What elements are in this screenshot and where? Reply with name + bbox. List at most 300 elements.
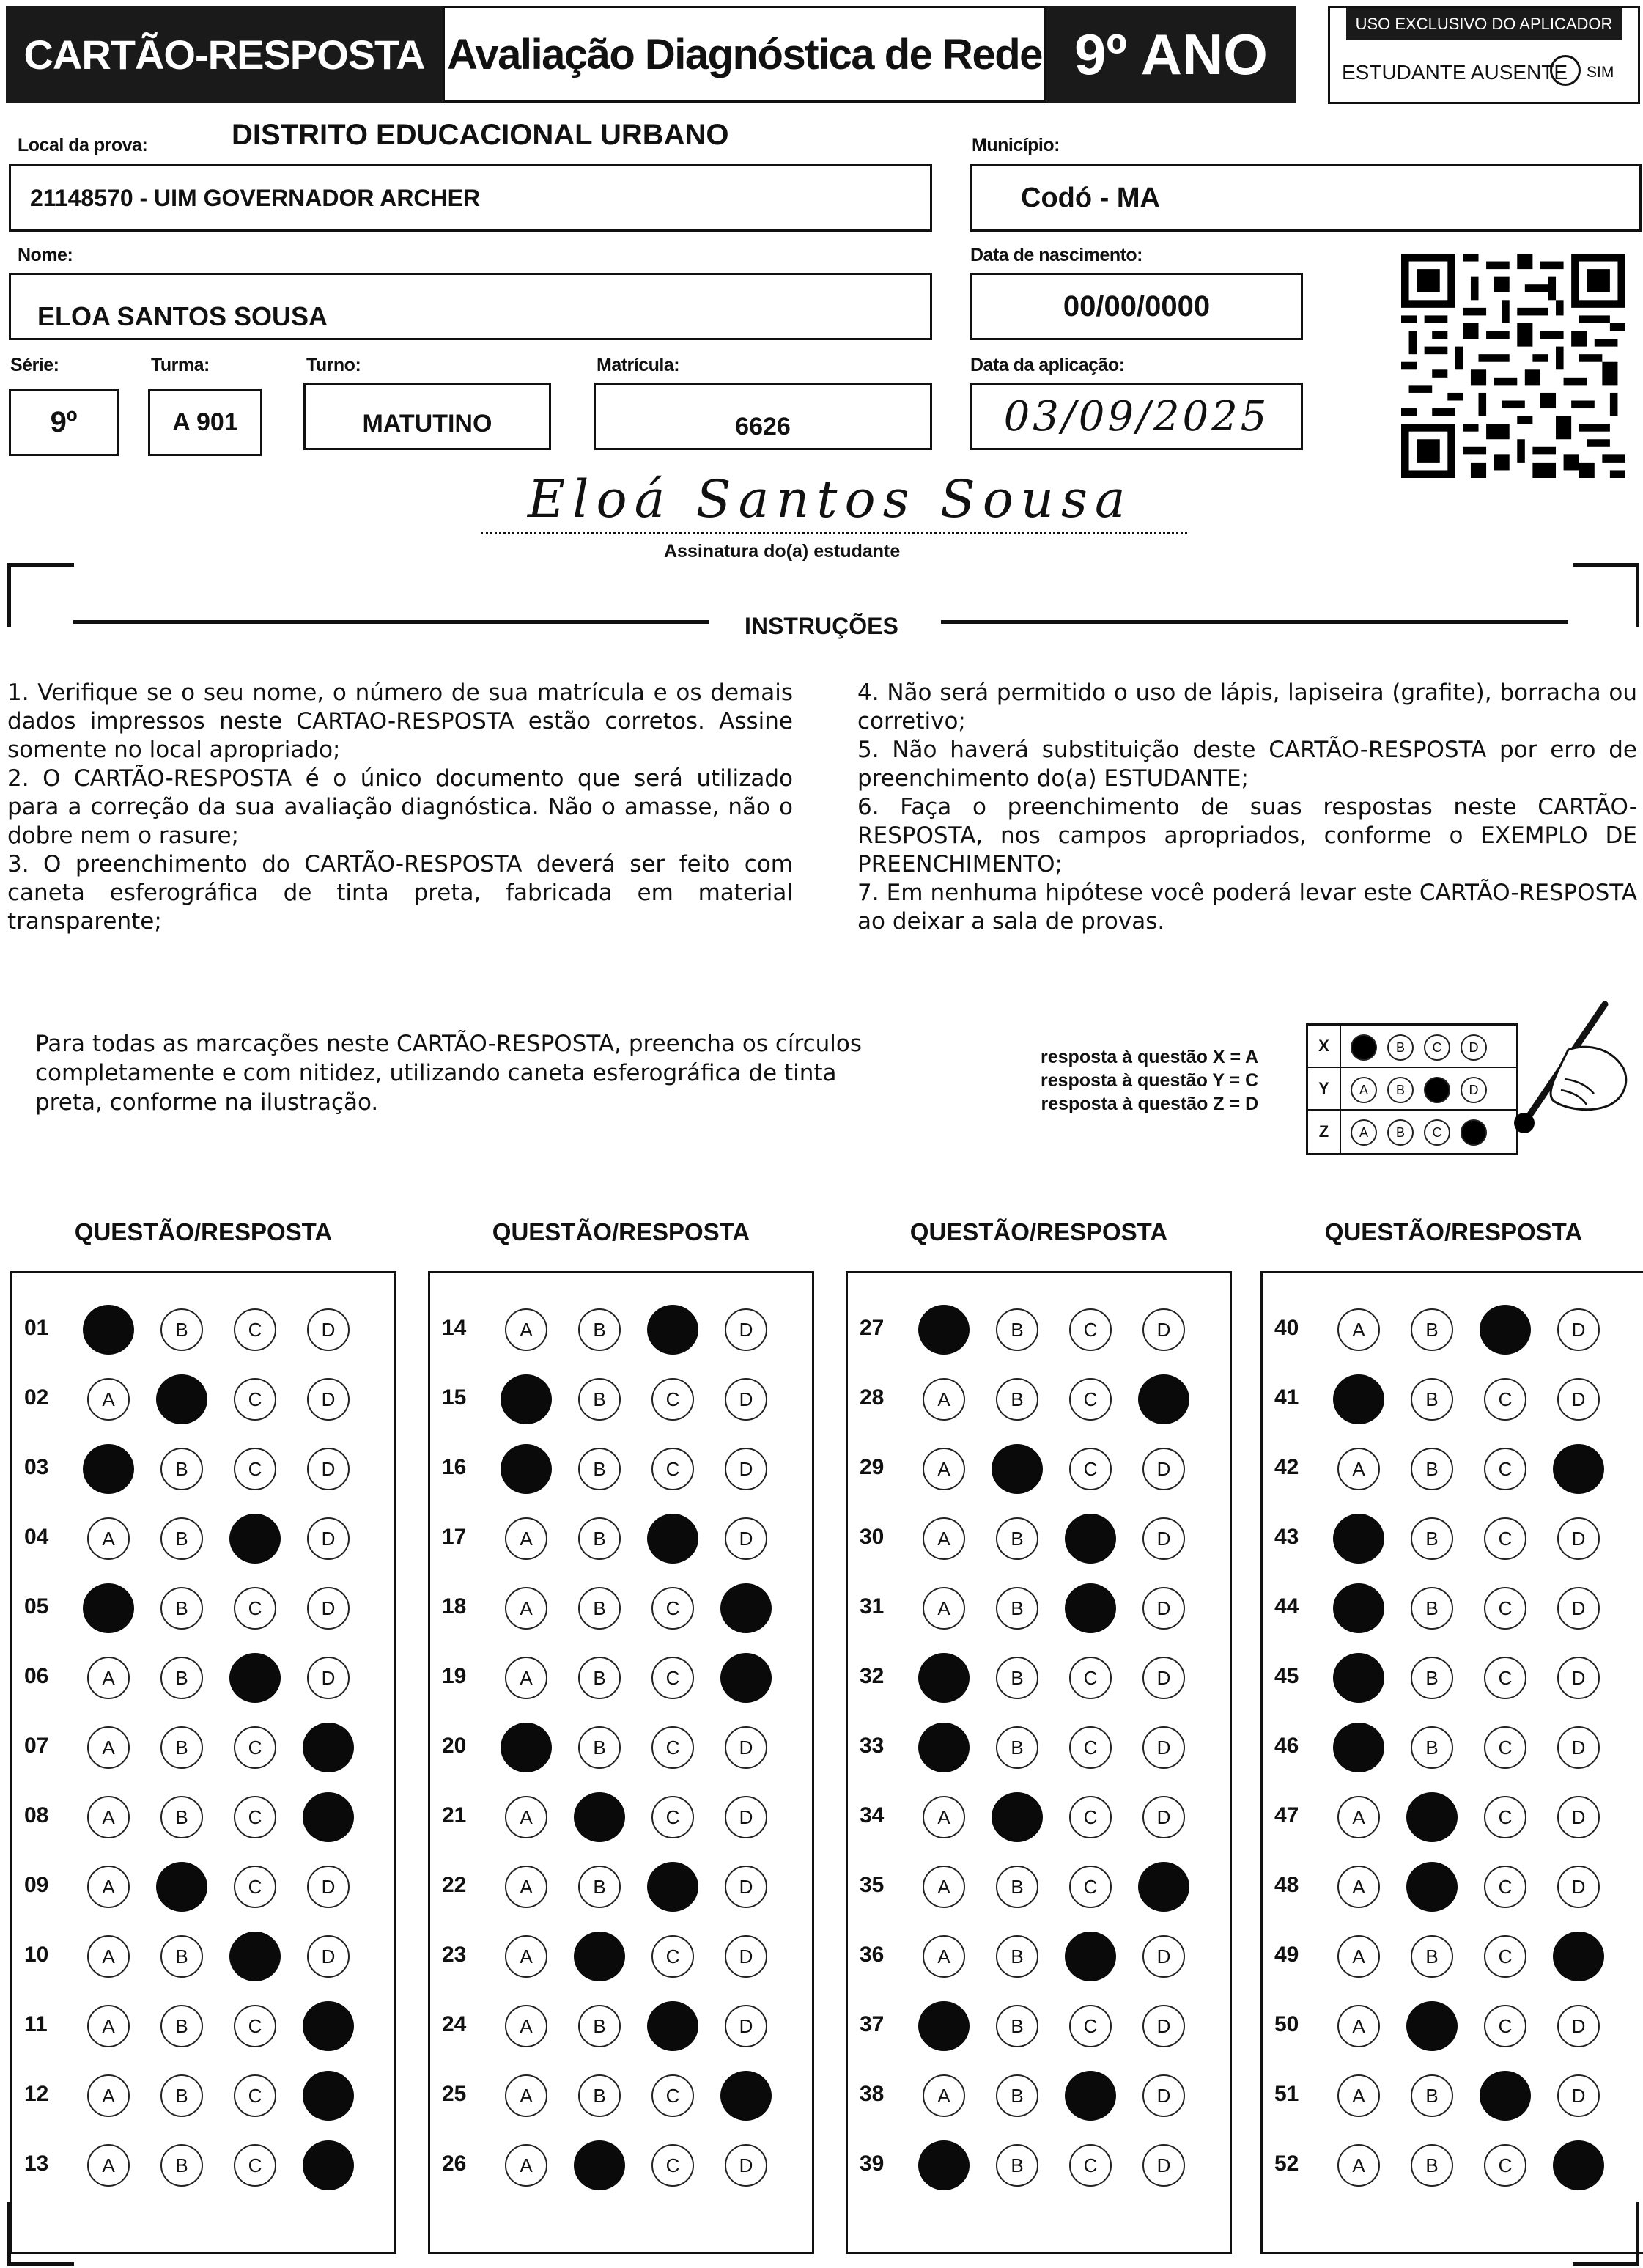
answer-bubble-d[interactable]: D	[1142, 1657, 1185, 1699]
answer-bubble-c[interactable]: C	[651, 1935, 694, 1978]
answer-bubble-a[interactable]: A	[505, 2005, 547, 2047]
question-number: 46	[1274, 1734, 1299, 1758]
applicator-header: USO EXCLUSIVO DO APLICADOR	[1346, 8, 1622, 40]
answer-bubble-c[interactable]: C	[1069, 1726, 1112, 1769]
answer-bubble-a[interactable]: A	[87, 1796, 130, 1838]
answer-bubble-b[interactable]: B	[996, 1308, 1038, 1351]
answer-bubble-a[interactable]: A	[923, 1866, 965, 1908]
answer-bubble-a[interactable]: A	[505, 2074, 547, 2117]
answer-bubble-d[interactable]: D	[1142, 2144, 1185, 2187]
question-number: 27	[860, 1316, 885, 1340]
applicator-box	[1328, 6, 1640, 104]
answer-bubble-c[interactable]: C	[1484, 1726, 1526, 1769]
answer-bubble-c[interactable]	[1480, 1305, 1531, 1355]
answer-bubble-a[interactable]	[1333, 1514, 1384, 1564]
exam-title-text: Avaliação Diagnóstica de Rede	[447, 30, 1042, 78]
exam-title	[443, 6, 1046, 103]
answer-bubble-b[interactable]: B	[1411, 2074, 1453, 2117]
question-number: 42	[1274, 1455, 1299, 1479]
answer-bubble-c[interactable]	[229, 1932, 281, 1981]
answer-bubble-b[interactable]: B	[578, 1587, 621, 1630]
answer-bubble-d[interactable]: D	[1142, 1935, 1185, 1978]
answer-bubble-a[interactable]: A	[1337, 1935, 1380, 1978]
answer-bubble-b[interactable]	[574, 1792, 625, 1842]
example-bubble-a: A	[1351, 1077, 1377, 1103]
qr-code	[1401, 254, 1625, 478]
answer-bubble-b[interactable]: B	[160, 1308, 203, 1351]
matricula-value: 6626	[735, 412, 791, 441]
answer-bubble-c[interactable]: C	[1484, 1517, 1526, 1560]
aplicacao-label: Data da aplicação:	[970, 355, 1125, 375]
answer-bubble-a[interactable]: A	[923, 1378, 965, 1421]
answer-bubble-a[interactable]: A	[1337, 1866, 1380, 1908]
answer-bubble-b[interactable]: B	[996, 2005, 1038, 2047]
answer-bubble-a[interactable]	[83, 1583, 134, 1633]
answer-bubble-c[interactable]: C	[234, 1796, 276, 1838]
question-number: 14	[442, 1316, 467, 1340]
answer-bubble-a[interactable]	[918, 2140, 970, 2190]
answer-bubble-d[interactable]: D	[1142, 1587, 1185, 1630]
answer-bubble-a[interactable]	[501, 1374, 552, 1424]
answer-row	[12, 1587, 394, 1631]
answer-bubble-d[interactable]	[1138, 1862, 1189, 1912]
answer-row	[430, 1726, 812, 1770]
answer-bubble-a[interactable]: A	[505, 1308, 547, 1351]
answer-bubble-c[interactable]: C	[651, 1657, 694, 1699]
answer-bubble-d[interactable]: D	[1142, 1517, 1185, 1560]
answer-bubble-d[interactable]	[720, 2071, 772, 2121]
answer-bubble-d[interactable]: D	[307, 1935, 350, 1978]
answer-bubble-b[interactable]: B	[578, 1866, 621, 1908]
instruction-6: 6. Faça o preenchimento de suas respostas neste CARTÃO-RESPOSTA, nos campos apropriados, conforme o EXEMPLO DE PREENCHIMENTO;	[857, 794, 1637, 877]
answer-bubble-a[interactable]	[1333, 1583, 1384, 1633]
answer-bubble-a[interactable]: A	[1337, 2005, 1380, 2047]
answer-row	[12, 1935, 394, 1979]
answer-bubble-d[interactable]: D	[1142, 1448, 1185, 1490]
answer-bubble-b[interactable]	[156, 1374, 207, 1424]
answer-bubble-b[interactable]: B	[160, 2005, 203, 2047]
answer-bubble-c[interactable]: C	[651, 1448, 694, 1490]
matricula-field	[594, 383, 932, 450]
answer-bubble-b[interactable]: B	[578, 1378, 621, 1421]
answer-bubble-b[interactable]	[992, 1444, 1043, 1494]
answer-row	[848, 2074, 1230, 2118]
answer-bubble-b[interactable]: B	[160, 1587, 203, 1630]
answer-bubble-a[interactable]	[1333, 1653, 1384, 1703]
answer-bubble-d[interactable]: D	[1142, 2005, 1185, 2047]
question-number: 48	[1274, 1873, 1299, 1897]
answer-bubble-d[interactable]	[303, 2071, 354, 2121]
question-number: 35	[860, 1873, 885, 1897]
answer-bubble-b[interactable]: B	[160, 1657, 203, 1699]
municipio-label: Município:	[972, 135, 1060, 155]
example-bubble-c: C	[1424, 1034, 1450, 1061]
answer-bubble-b[interactable]: B	[160, 2144, 203, 2187]
answer-bubble-a[interactable]: A	[505, 1866, 547, 1908]
answer-bubble-b[interactable]: B	[1411, 1378, 1453, 1421]
answer-bubble-b[interactable]: B	[996, 1866, 1038, 1908]
answers-title-2: QUESTÃO/RESPOSTA	[492, 1218, 750, 1245]
answer-bubble-b[interactable]	[574, 2140, 625, 2190]
answer-bubble-a[interactable]: A	[923, 1935, 965, 1978]
answer-bubble-a[interactable]	[918, 2001, 970, 2051]
answer-bubble-b[interactable]	[992, 1792, 1043, 1842]
answer-bubble-a[interactable]: A	[87, 1935, 130, 1978]
answer-bubble-d[interactable]: D	[725, 1308, 767, 1351]
answer-bubble-d[interactable]: D	[1557, 1517, 1600, 1560]
answer-bubble-d[interactable]: D	[1557, 1378, 1600, 1421]
answer-bubble-b[interactable]: B	[1411, 1308, 1453, 1351]
answer-bubble-a[interactable]: A	[87, 2005, 130, 2047]
answer-bubble-d[interactable]: D	[1142, 1726, 1185, 1769]
answer-bubble-c[interactable]: C	[1069, 1308, 1112, 1351]
answer-bubble-c[interactable]: C	[1069, 1866, 1112, 1908]
answer-bubble-c[interactable]	[647, 1514, 698, 1564]
answer-bubble-b[interactable]: B	[1411, 1448, 1453, 1490]
answer-bubble-a[interactable]: A	[923, 1448, 965, 1490]
answer-bubble-b[interactable]: B	[578, 1517, 621, 1560]
example-bubble-b: B	[1387, 1034, 1414, 1061]
answer-bubble-c[interactable]: C	[1484, 1796, 1526, 1838]
example-bubble-c	[1424, 1077, 1450, 1103]
question-number: 03	[24, 1455, 49, 1479]
answer-bubble-b[interactable]: B	[578, 1657, 621, 1699]
answer-row	[848, 1448, 1230, 1492]
answer-bubble-a[interactable]: A	[923, 1587, 965, 1630]
answer-row	[12, 1378, 394, 1422]
answer-bubble-b[interactable]	[1406, 1792, 1458, 1842]
answer-bubble-c[interactable]: C	[1484, 1935, 1526, 1978]
answer-bubble-c[interactable]: C	[651, 1587, 694, 1630]
question-number: 02	[24, 1385, 49, 1410]
answer-bubble-c[interactable]	[1065, 1583, 1116, 1633]
answer-bubble-b[interactable]: B	[160, 2074, 203, 2117]
answer-bubble-c[interactable]: C	[1069, 1657, 1112, 1699]
answer-bubble-b[interactable]: B	[1411, 1726, 1453, 1769]
answer-bubble-b[interactable]: B	[1411, 1935, 1453, 1978]
example-row-label: Z	[1308, 1111, 1341, 1153]
answer-bubble-a[interactable]: A	[87, 1378, 130, 1421]
answer-bubble-d[interactable]: D	[725, 1726, 767, 1769]
question-number: 04	[24, 1525, 49, 1549]
answer-bubble-d[interactable]	[303, 2140, 354, 2190]
answer-bubble-a[interactable]: A	[505, 2144, 547, 2187]
absent-checkbox[interactable]	[1550, 55, 1581, 86]
answer-bubble-d[interactable]: D	[725, 1378, 767, 1421]
answer-bubble-d[interactable]: D	[307, 1657, 350, 1699]
aplicacao-value: 03/09/2025	[1003, 392, 1270, 441]
answer-column-3	[846, 1271, 1232, 2254]
answer-bubble-b[interactable]: B	[1411, 1657, 1453, 1699]
answer-bubble-d[interactable]: D	[1142, 1796, 1185, 1838]
example-row	[1308, 1068, 1516, 1111]
answer-bubble-b[interactable]: B	[160, 1448, 203, 1490]
example-bubble-d: D	[1461, 1077, 1487, 1103]
grade-badge	[1046, 6, 1296, 103]
answer-bubble-c[interactable]: C	[651, 2144, 694, 2187]
answer-bubble-c[interactable]	[229, 1514, 281, 1564]
answer-row	[430, 2074, 812, 2118]
answer-row	[848, 1726, 1230, 1770]
answer-bubble-a[interactable]	[83, 1444, 134, 1494]
answer-bubble-b[interactable]: B	[160, 1726, 203, 1769]
answer-bubble-b[interactable]: B	[996, 1657, 1038, 1699]
answer-bubble-d[interactable]: D	[725, 2005, 767, 2047]
answer-bubble-a[interactable]: A	[1337, 1448, 1380, 1490]
question-number: 50	[1274, 2012, 1299, 2036]
example-bubble-d: D	[1461, 1034, 1487, 1061]
answer-bubble-a[interactable]	[918, 1723, 970, 1772]
answer-bubble-a[interactable]: A	[505, 1657, 547, 1699]
answer-bubble-c[interactable]	[647, 1305, 698, 1355]
legend-x: resposta à questão X = A	[1041, 1047, 1259, 1067]
answer-bubble-c[interactable]: C	[651, 1796, 694, 1838]
answer-row	[12, 1726, 394, 1770]
answer-bubble-c[interactable]: C	[1484, 1657, 1526, 1699]
answer-bubble-d[interactable]	[303, 1792, 354, 1842]
answer-bubble-c[interactable]	[1480, 2071, 1531, 2121]
answer-bubble-d[interactable]: D	[307, 1587, 350, 1630]
answer-bubble-c[interactable]: C	[234, 1587, 276, 1630]
answer-bubble-b[interactable]: B	[1411, 1587, 1453, 1630]
answer-bubble-d[interactable]: D	[1142, 2074, 1185, 2117]
answer-row	[430, 2005, 812, 2049]
answer-bubble-c[interactable]: C	[234, 1378, 276, 1421]
question-number: 08	[24, 1803, 49, 1827]
answer-bubble-c[interactable]: C	[1069, 1378, 1112, 1421]
answer-bubble-a[interactable]: A	[87, 2144, 130, 2187]
answer-bubble-b[interactable]: B	[578, 2005, 621, 2047]
answer-bubble-b[interactable]: B	[578, 1448, 621, 1490]
answer-row	[1263, 1935, 1643, 1979]
answer-row	[848, 2144, 1230, 2188]
answer-bubble-a[interactable]	[1333, 1374, 1384, 1424]
answer-row	[1263, 1308, 1643, 1352]
answer-row	[1263, 2074, 1643, 2118]
answer-bubble-c[interactable]: C	[234, 1448, 276, 1490]
answer-bubble-c[interactable]: C	[651, 2074, 694, 2117]
answer-row	[12, 1866, 394, 1910]
answer-bubble-a[interactable]: A	[87, 1726, 130, 1769]
answer-bubble-d[interactable]	[303, 2001, 354, 2051]
answer-bubble-b[interactable]: B	[996, 1378, 1038, 1421]
question-number: 38	[860, 2082, 885, 2106]
answer-bubble-a[interactable]: A	[505, 1935, 547, 1978]
answer-bubble-d[interactable]: D	[1557, 1587, 1600, 1630]
answer-bubble-c[interactable]: C	[234, 1866, 276, 1908]
answer-bubble-b[interactable]: B	[996, 1587, 1038, 1630]
instructions-right	[857, 679, 1637, 936]
question-number: 11	[24, 2012, 48, 2036]
answer-bubble-d[interactable]: D	[725, 1796, 767, 1838]
answer-column-4	[1260, 1271, 1643, 2254]
answer-bubble-c[interactable]	[647, 2001, 698, 2051]
answer-bubble-c[interactable]: C	[1069, 1796, 1112, 1838]
answer-bubble-d[interactable]	[1553, 1932, 1604, 1981]
answer-bubble-a[interactable]	[918, 1653, 970, 1703]
legend-z: resposta à questão Z = D	[1041, 1094, 1259, 1114]
answer-bubble-d[interactable]: D	[1557, 2005, 1600, 2047]
grade-badge-text: 9º ANO	[1074, 21, 1268, 86]
answer-bubble-a[interactable]	[1333, 1723, 1384, 1772]
answer-bubble-a[interactable]: A	[923, 1517, 965, 1560]
question-number: 01	[24, 1316, 49, 1340]
answer-bubble-a[interactable]: A	[87, 1517, 130, 1560]
answer-bubble-a[interactable]: A	[505, 1517, 547, 1560]
answer-bubble-d[interactable]	[1138, 1374, 1189, 1424]
answer-bubble-b[interactable]	[156, 1862, 207, 1912]
answer-bubble-a[interactable]: A	[87, 1866, 130, 1908]
answer-bubble-a[interactable]: A	[87, 2074, 130, 2117]
answer-row	[1263, 2005, 1643, 2049]
answer-bubble-d[interactable]: D	[307, 1308, 350, 1351]
answer-bubble-d[interactable]: D	[1557, 1657, 1600, 1699]
answer-bubble-c[interactable]	[647, 1862, 698, 1912]
example-bubble-a	[1351, 1034, 1377, 1061]
answer-bubble-c[interactable]: C	[651, 1378, 694, 1421]
turma-value: A 901	[172, 408, 238, 436]
answer-bubble-d[interactable]: D	[1557, 1308, 1600, 1351]
answer-bubble-a[interactable]: A	[1337, 1796, 1380, 1838]
question-number: 05	[24, 1594, 49, 1619]
answer-bubble-b[interactable]	[1406, 1862, 1458, 1912]
answer-row	[1263, 1726, 1643, 1770]
answer-bubble-c[interactable]: C	[1484, 1448, 1526, 1490]
answer-row	[12, 1517, 394, 1561]
nascimento-field	[970, 273, 1303, 340]
serie-label: Série:	[10, 355, 59, 375]
answer-bubble-c[interactable]: C	[234, 1726, 276, 1769]
answer-bubble-c[interactable]: C	[1484, 1866, 1526, 1908]
instruction-7: 7. Em nenhuma hipótese você poderá levar este CARTÃO-RESPOSTA ao deixar a sala de provas.	[857, 880, 1637, 935]
answer-row	[430, 1448, 812, 1492]
answer-bubble-d[interactable]: D	[1557, 1866, 1600, 1908]
answer-bubble-a[interactable]: A	[923, 1796, 965, 1838]
answer-bubble-c[interactable]	[1065, 1514, 1116, 1564]
answer-bubble-a[interactable]: A	[1337, 2074, 1380, 2117]
answer-bubble-a[interactable]: A	[1337, 1308, 1380, 1351]
answer-bubble-a[interactable]: A	[505, 1796, 547, 1838]
answer-row	[1263, 1796, 1643, 1840]
answer-bubble-b[interactable]: B	[996, 1935, 1038, 1978]
answer-bubble-c[interactable]	[1065, 2071, 1116, 2121]
answer-bubble-d[interactable]: D	[307, 1517, 350, 1560]
answer-bubble-d[interactable]	[303, 1723, 354, 1772]
answer-bubble-a[interactable]: A	[1337, 2144, 1380, 2187]
answer-bubble-b[interactable]: B	[996, 1517, 1038, 1560]
nome-field	[9, 273, 932, 340]
answer-bubble-b[interactable]: B	[578, 1308, 621, 1351]
answer-bubble-c[interactable]: C	[1484, 1378, 1526, 1421]
answer-bubble-d[interactable]	[720, 1583, 772, 1633]
answer-bubble-a[interactable]: A	[87, 1657, 130, 1699]
answer-bubble-a[interactable]: A	[505, 1587, 547, 1630]
answer-bubble-c[interactable]: C	[1069, 2144, 1112, 2187]
question-number: 07	[24, 1734, 49, 1758]
question-number: 16	[442, 1455, 467, 1479]
answer-bubble-b[interactable]	[1406, 2001, 1458, 2051]
answer-bubble-b[interactable]: B	[160, 1935, 203, 1978]
answer-bubble-c[interactable]: C	[234, 1308, 276, 1351]
answer-bubble-a[interactable]	[918, 1305, 970, 1355]
card-title	[6, 6, 443, 103]
answer-bubble-d[interactable]: D	[307, 1378, 350, 1421]
example-row-label: X	[1308, 1026, 1341, 1067]
answer-bubble-b[interactable]: B	[578, 1726, 621, 1769]
answer-bubble-a[interactable]	[501, 1444, 552, 1494]
answer-bubble-c[interactable]: C	[234, 2144, 276, 2187]
answer-bubble-b[interactable]	[574, 1932, 625, 1981]
answer-bubble-b[interactable]: B	[160, 1517, 203, 1560]
answer-bubble-d[interactable]	[1553, 1444, 1604, 1494]
answer-bubble-b[interactable]: B	[578, 2074, 621, 2117]
answer-bubble-c[interactable]: C	[1484, 2005, 1526, 2047]
answer-bubble-c[interactable]	[229, 1653, 281, 1703]
example-text: Para todas as marcações neste CARTÃO-RESPOSTA, preencha os círculos completamente e com nitidez, utilizando caneta esferográfica de tinta preta, conforme na ilustração.	[35, 1031, 863, 1116]
answer-bubble-b[interactable]: B	[996, 1726, 1038, 1769]
answer-bubble-c[interactable]: C	[1069, 1448, 1112, 1490]
answer-bubble-d[interactable]: D	[1557, 1796, 1600, 1838]
answer-row	[430, 1517, 812, 1561]
instructions-rule-left	[73, 620, 709, 624]
question-number: 10	[24, 1943, 49, 1967]
absent-option-label: SIM	[1587, 64, 1614, 81]
instruction-1: 1. Verifique se o seu nome, o número de sua matrícula e os demais dados impressos neste CARTAO-RESPOSTA estão corretos. Assine somente no local apropriado;	[7, 680, 793, 763]
answer-bubble-d[interactable]	[1553, 2140, 1604, 2190]
answer-bubble-a[interactable]	[501, 1723, 552, 1772]
nascimento-label: Data de nascimento:	[970, 245, 1143, 265]
answer-bubble-d[interactable]: D	[725, 1866, 767, 1908]
example-row	[1308, 1026, 1516, 1068]
answer-bubble-b[interactable]: B	[996, 2144, 1038, 2187]
instruction-5: 5. Não haverá substituição deste CARTÃO-RESPOSTA por erro de preenchimento do(a) ESTUDANTE;	[857, 737, 1637, 792]
answer-bubble-c[interactable]: C	[234, 2074, 276, 2117]
answer-bubble-c[interactable]: C	[651, 1726, 694, 1769]
answer-bubble-b[interactable]: B	[1411, 2144, 1453, 2187]
municipio-field	[970, 164, 1642, 232]
answer-bubble-a[interactable]	[83, 1305, 134, 1355]
answer-bubble-d[interactable]: D	[1557, 1726, 1600, 1769]
answer-bubble-d[interactable]: D	[725, 2144, 767, 2187]
answer-row	[1263, 1866, 1643, 1910]
question-number: 51	[1274, 2082, 1299, 2106]
answer-bubble-d[interactable]: D	[1557, 2074, 1600, 2117]
answer-bubble-b[interactable]: B	[160, 1796, 203, 1838]
answer-bubble-d[interactable]: D	[725, 1935, 767, 1978]
answer-row	[848, 1517, 1230, 1561]
answer-bubble-d[interactable]: D	[307, 1866, 350, 1908]
answer-bubble-d[interactable]: D	[1142, 1308, 1185, 1351]
answer-bubble-c[interactable]	[1065, 1932, 1116, 1981]
answer-bubble-b[interactable]: B	[1411, 1517, 1453, 1560]
answer-bubble-c[interactable]: C	[234, 2005, 276, 2047]
legend-y: resposta à questão Y = C	[1041, 1070, 1259, 1091]
answer-bubble-c[interactable]: C	[1484, 2144, 1526, 2187]
turma-field	[148, 389, 262, 456]
answer-bubble-d[interactable]: D	[307, 1448, 350, 1490]
answer-bubble-a[interactable]: A	[923, 2074, 965, 2117]
answer-row	[430, 1796, 812, 1840]
answer-bubble-d[interactable]: D	[725, 1448, 767, 1490]
answer-bubble-d[interactable]	[720, 1653, 772, 1703]
answer-bubble-c[interactable]: C	[1069, 2005, 1112, 2047]
example-legend	[1041, 1045, 1258, 1116]
answer-bubble-c[interactable]: C	[1484, 1587, 1526, 1630]
answer-bubble-b[interactable]: B	[996, 2074, 1038, 2117]
answer-row	[848, 1796, 1230, 1840]
answer-bubble-d[interactable]: D	[725, 1517, 767, 1560]
question-number: 44	[1274, 1594, 1299, 1619]
